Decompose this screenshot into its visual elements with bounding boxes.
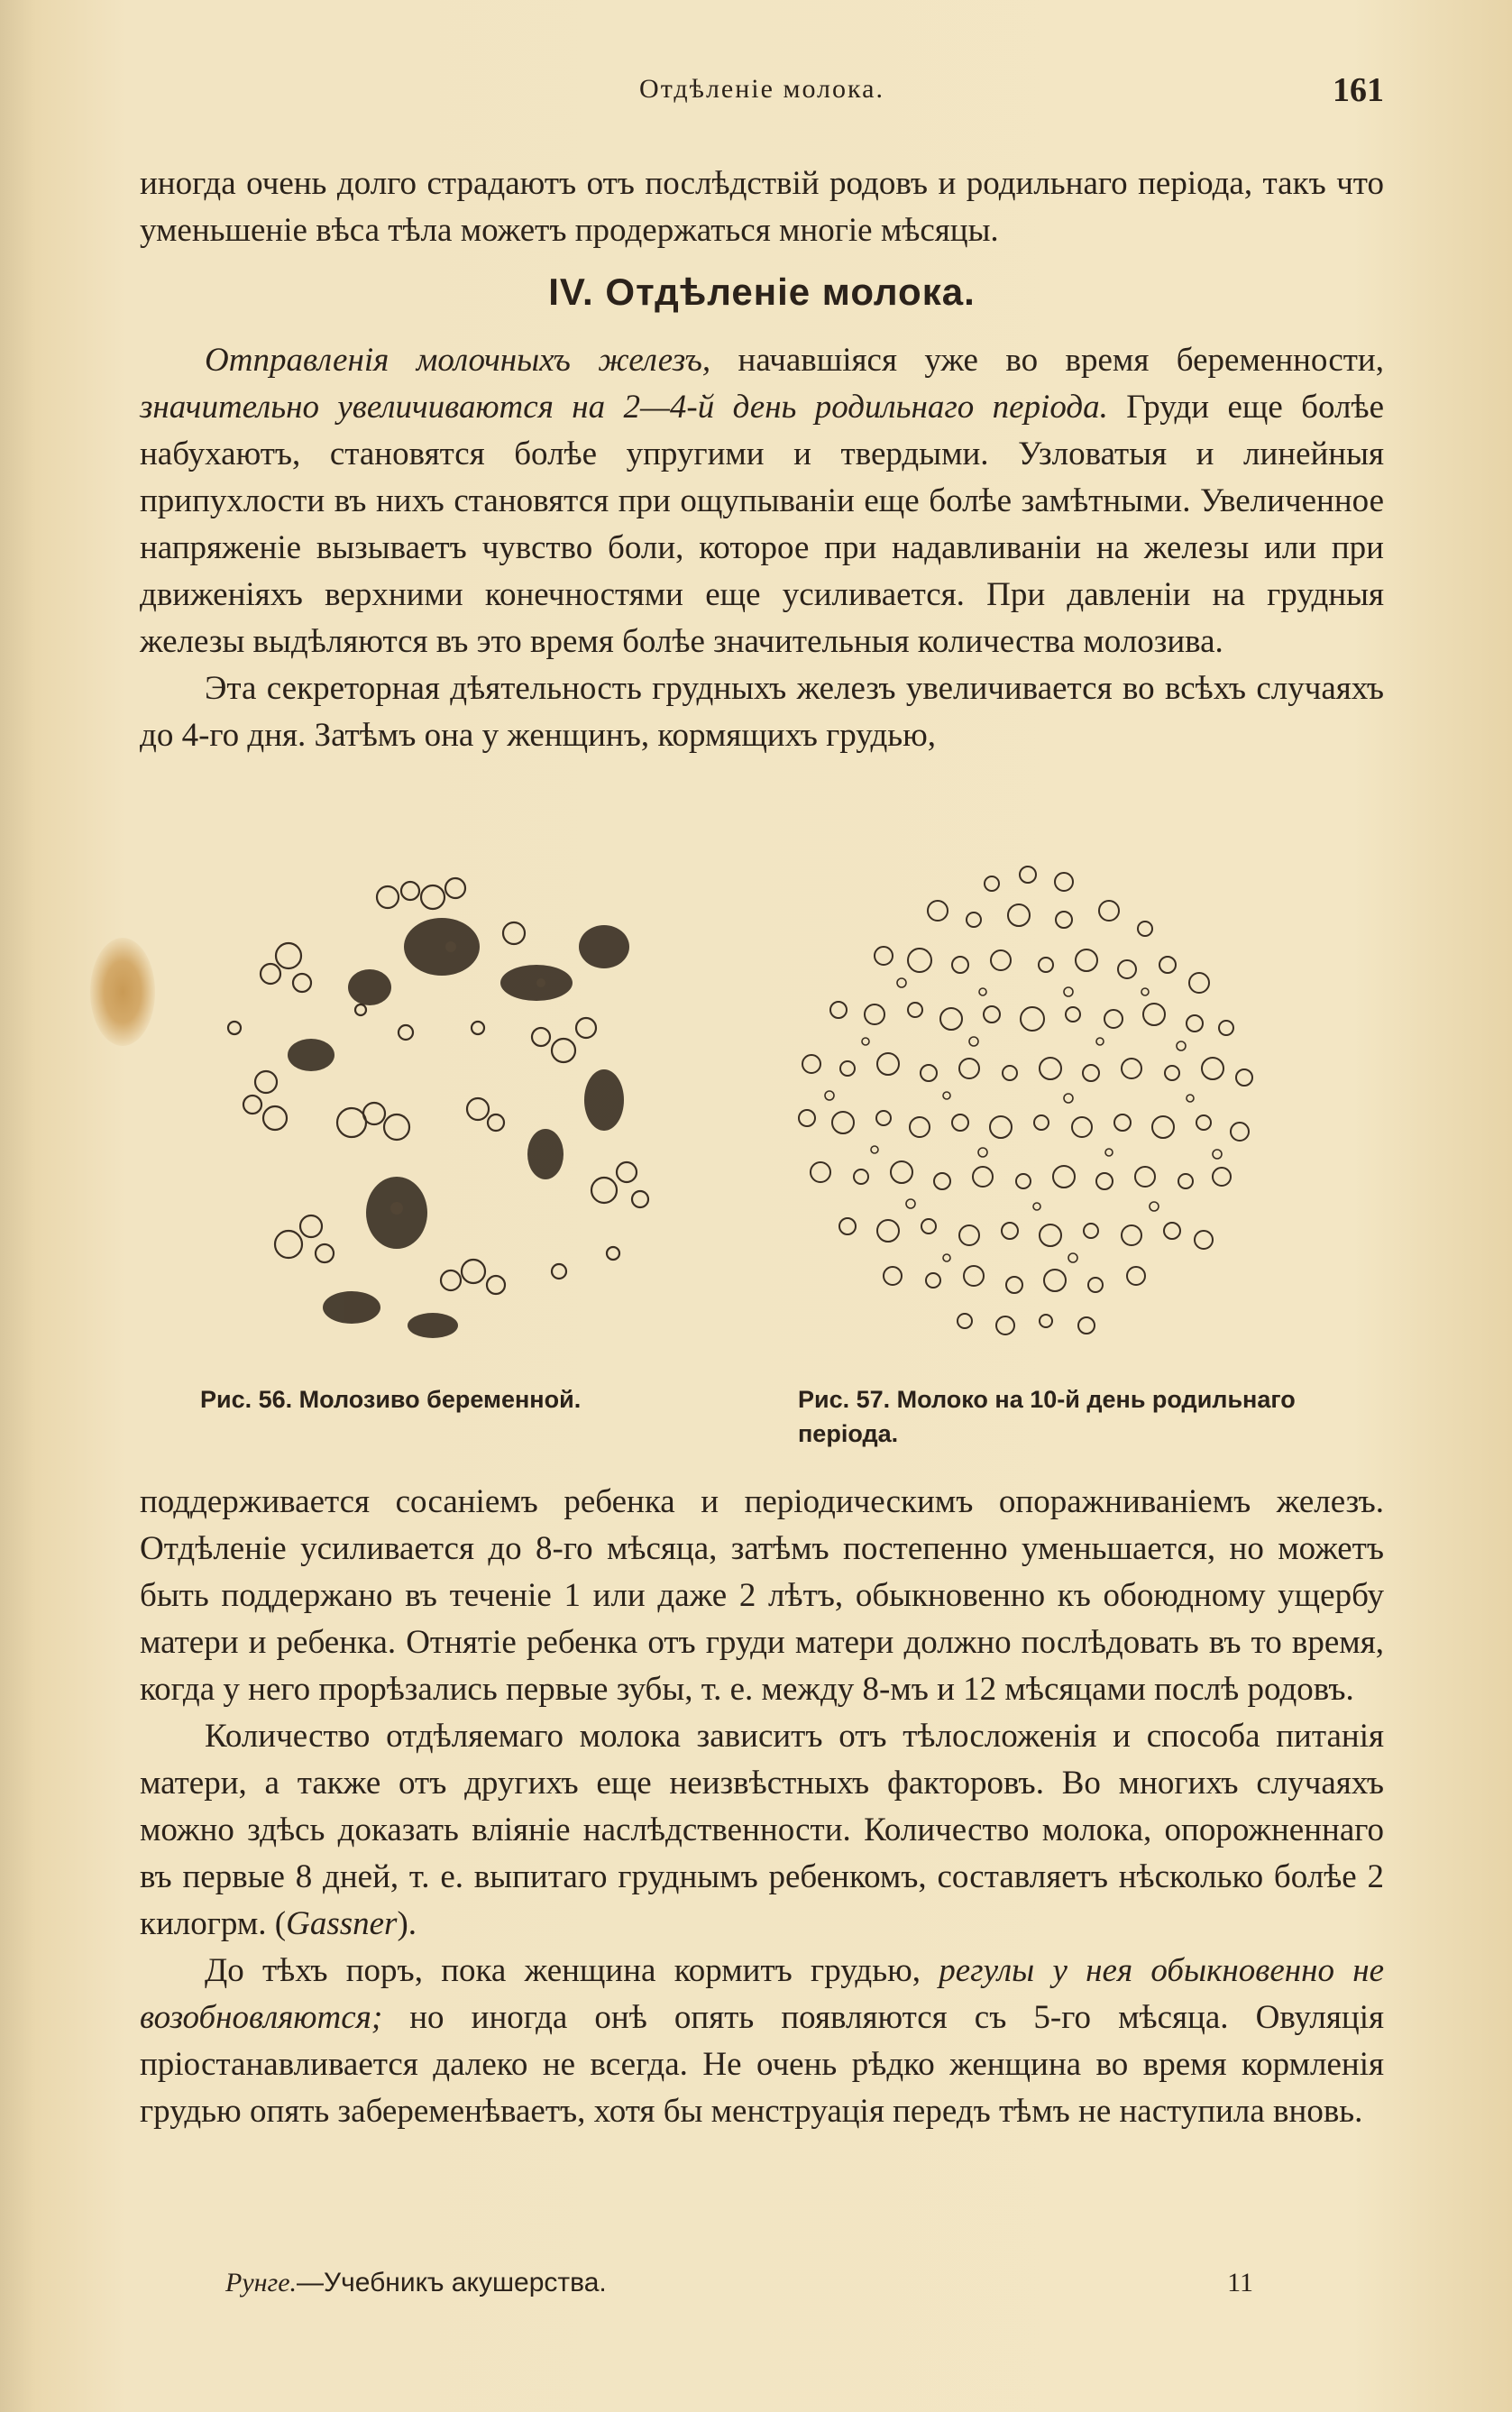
italic-phrase-2: значительно увеличиваются на 2—4-й день родильнаго періода. (140, 389, 1108, 426)
page-header (140, 71, 1384, 119)
signature-mark: 11 (1227, 2268, 1253, 2297)
milk-illustration (757, 848, 1298, 1353)
top-paragraph-text: иногда очень долго страдаютъ отъ послѣдствій родовъ и родильнаго періода, такъ что уменьшеніе вѣса тѣла можетъ продержаться многіе мѣсяцы. (140, 165, 1384, 249)
text-run-5: До тѣхъ поръ, пока женщина кормитъ грудью, (205, 1952, 939, 1989)
lower-paragraph-3 (140, 1948, 1384, 2135)
colostrum-illustration (180, 848, 721, 1353)
footer-book-title (225, 2268, 607, 2298)
text-run-4: ). (397, 1905, 417, 1942)
page-number: 161 (1333, 71, 1384, 109)
running-title: Отдѣленіе молока. (639, 74, 884, 104)
figure-57-caption: Рис. 57. Молоко на 10-й день родильнаго періода. (798, 1386, 1296, 1447)
lower-paragraph-2 (140, 1713, 1384, 1948)
section-paragraph-2: Эта секреторная дѣятельность грудныхъ железъ увеличивается во всѣхъ случаяхъ до 4-го дня. Затѣмъ она у женщинъ, кормящихъ грудью, (140, 670, 1384, 754)
figure-56-colostrum (180, 848, 721, 1353)
text-run-1: начавшіяся уже во время беременности, (710, 342, 1384, 379)
section-paragraph-1 (140, 337, 1384, 665)
section-body (140, 337, 1384, 759)
text-run-2: Груди еще болѣе набухаютъ, становятся болѣе упругими и твердыми. Узловатыя и линейныя припухлости въ нихъ становятся при ощупываніи еще болѣе замѣтными. Увеличенное напряженіе вызываетъ чувство боли, которое при надавливаніи на железы или при движеніяхъ верхними конечностями еще усиливается. При давленіи на грудныя железы выдѣляются въ это время болѣе значительныя количества молозива. (140, 389, 1384, 660)
section-title: IV. Отдѣленіе молока. (548, 271, 976, 313)
lower-body (140, 1479, 1384, 2135)
page-footer (225, 2268, 1289, 2304)
footer-book: —Учебникъ акушерства. (297, 2268, 607, 2297)
footer-author: Рунге. (225, 2268, 298, 2297)
text-run-3: Количество отдѣляемаго молока зависитъ отъ тѣлосложенія и способа питанія матери, а также отъ другихъ еще неизвѣстныхъ факторовъ. Во многихъ случаяхъ можно здѣсь доказать вліяніе наслѣдственности. Количество молока, опорожненнаго въ первые 8 дней, т. е. выпитаго груднымъ ребенкомъ, составляетъ нѣсколько болѣе 2 килогрм. ( (140, 1718, 1384, 1942)
italic-phrase-1: Отправленія молочныхъ железъ, (205, 342, 711, 379)
figure-56-caption: Рис. 56. Молозиво беременной. (200, 1386, 582, 1413)
author-citation: Gassner (286, 1905, 398, 1942)
lower-paragraph-1: поддерживается сосаніемъ ребенка и періодическимъ опоражниваніемъ железъ. Отдѣленіе усиливается до 8-го мѣсяца, затѣмъ постепенно уменьшается, но можетъ быть поддержано въ теченіе 1 или даже 2 лѣтъ, обыкновенно къ обоюдному ущербу матери и ребенка. Отнятіе ребенка отъ груди матери должно послѣдовать въ то время, когда у него прорѣзались первые зубы, т. е. между 8-мъ и 12 мѣсяцами послѣ родовъ. (140, 1483, 1384, 1708)
paper-stain (90, 938, 155, 1046)
text-run-6: но иногда онѣ опять появляются съ 5-го мѣсяца. Овуляція пріостанавливается далеко не всегда. Не очень рѣдко женщина во время кормленія грудью опять забеременѣваетъ, хотя бы менструація передъ тѣмъ не наступила вновь. (140, 1999, 1384, 2130)
italic-phrase-3: регулы у нея обыкновенно не возобновляются; (140, 1952, 1384, 2036)
top-paragraph (140, 160, 1384, 254)
figure-57-milk (757, 848, 1298, 1353)
